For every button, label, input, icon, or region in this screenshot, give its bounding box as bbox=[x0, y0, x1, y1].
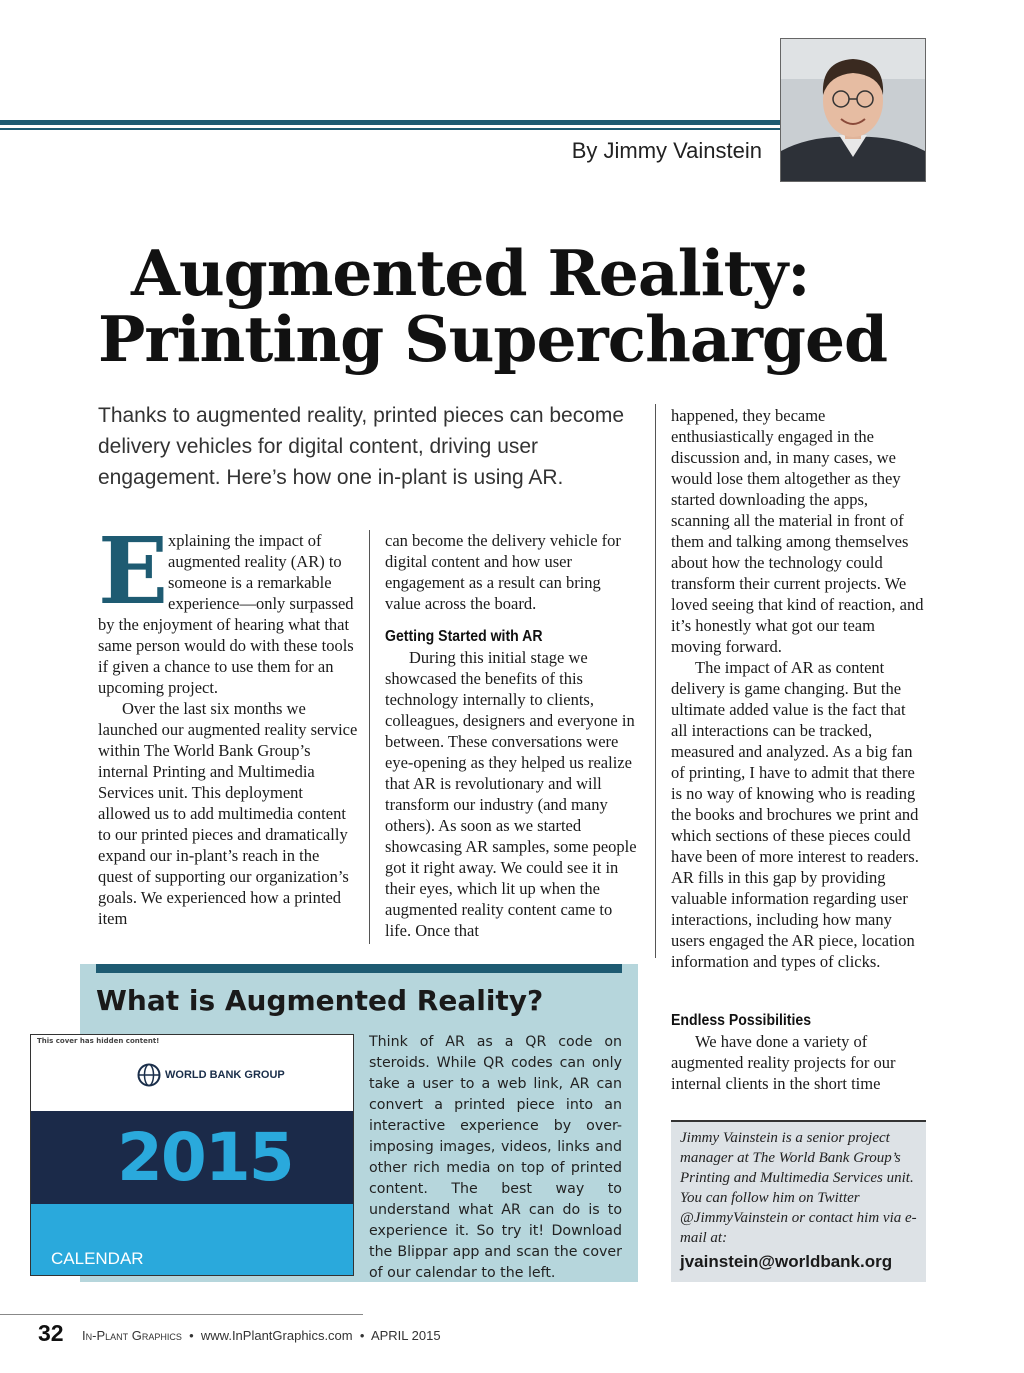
article-column-1 bbox=[98, 517, 358, 929]
calendar-notice: This cover has hidden content! bbox=[37, 1037, 160, 1045]
paragraph: happened, they became enthusiastically engaged in the discussion and, in many cases, we would lose them altogether as they started downloading the apps, scanning all the material in front of them and talking among themselves about how the technology could transform their current projects. We loved seeing that kind of reaction, and it’s honestly what got our team moving forward. bbox=[671, 406, 924, 656]
section-heading: Endless Possibilities bbox=[671, 1012, 812, 1029]
paragraph: can become the delivery vehicle for digital content and how user engagement as a result can bring value across the board. bbox=[385, 531, 621, 613]
footer-separator: • bbox=[359, 1328, 365, 1343]
author-email-link[interactable]: jvainstein@worldbank.org bbox=[680, 1252, 893, 1271]
footer-separator: • bbox=[189, 1328, 194, 1343]
author-portrait-image bbox=[781, 39, 925, 181]
title-line-2: Printing Supercharged bbox=[98, 302, 888, 376]
byline: By Jimmy Vainstein bbox=[571, 138, 762, 163]
paragraph-text: xplaining the impact of augmented reality (AR) to someone is a remarkable experience—only surpassed by the enjoyment of hearing what that same person would do with these tools if given a chance to use them for an upcoming project. bbox=[98, 531, 354, 697]
calendar-cover-image bbox=[30, 1034, 354, 1276]
paragraph bbox=[98, 517, 358, 698]
article-column-2 bbox=[385, 530, 640, 941]
page-number: 32 bbox=[38, 1320, 64, 1346]
paragraph: Over the last six months we launched our augmented reality service within The World Bank Group’s internal Printing and Multimedia Services unit. This deployment allowed us to add multimedia content to our printed pieces and dramatically expand our in-plant’s reach in the quest of supporting our organization’s goals. We experienced how a printed item bbox=[98, 699, 358, 928]
column-divider bbox=[369, 530, 370, 944]
author-photo bbox=[780, 38, 926, 182]
title-line-1: Augmented Reality: bbox=[131, 236, 810, 310]
section-heading: Getting Started with AR bbox=[385, 628, 543, 645]
paragraph: We have done a variety of augmented reality projects for our internal clients in the short time bbox=[671, 1032, 896, 1093]
globe-icon bbox=[137, 1063, 161, 1087]
magazine-url[interactable]: www.InPlantGraphics.com bbox=[200, 1328, 353, 1343]
article-column-3-lower bbox=[671, 1010, 926, 1094]
article-deck: Thanks to augmented reality, printed pieces can become delivery vehicles for digital content, driving user engagement. Here’s how one in-plant is using AR. bbox=[98, 404, 625, 489]
column-divider bbox=[655, 404, 656, 958]
paragraph: The impact of AR as content delivery is game changing. But the ultimate added value is the fact that all interactions can be tracked, measured and analyzed. As a big fan of printing, I have to admit that there is no way of knowing who is reading the books and brochures we print and which sections of these pieces could have been of more interest to readers. AR fills in this gap by providing valuable information regarding user interactions, including how many users engaged the AR piece, location information and types of clicks. bbox=[671, 658, 919, 971]
article-title bbox=[98, 236, 898, 376]
sidebar-title: What is Augmented Reality? bbox=[96, 984, 544, 1017]
article-column-3 bbox=[671, 405, 926, 972]
header-rule bbox=[0, 120, 783, 125]
author-bio-text: Jimmy Vainstein is a senior project manager at The World Bank Group’s Printing and Multimedia Services unit. You can follow him on Twitter @JimmyVainstein or contact him via e-mail at: bbox=[680, 1130, 917, 1246]
sidebar-top-bar bbox=[96, 964, 622, 973]
sidebar-text: Think of AR as a QR code on steroids. While QR codes can only take a user to a web link, AR can convert a printed piece into an interactive experience by over-imposing images, videos, links and other rich media on top of printed content. The best way to understand what AR can do is to experience it. So try it! Download the Blippar app and scan the cover of our calendar to the left. bbox=[369, 1034, 622, 1281]
footer-line bbox=[82, 1328, 441, 1343]
paragraph: During this initial stage we showcased the benefits of this technology internally to clients, colleagues, designers and everyone in between. These conversations were eye-opening as they helped us realize that AR is revolutionary and will transform our industry (and many others). As soon as we started showcasing AR samples, some people got it right away. We could see it in their eyes, which lit up when the augmented reality content came to life. Once that bbox=[385, 648, 637, 940]
footer-rule bbox=[0, 1314, 363, 1315]
calendar-label: CALENDAR bbox=[51, 1249, 144, 1268]
header-rule-thin bbox=[0, 128, 783, 130]
logo-text: WORLD BANK GROUP bbox=[165, 1069, 285, 1081]
magazine-name: In-Plant Graphics bbox=[82, 1328, 182, 1343]
issue-date: APRIL 2015 bbox=[370, 1328, 441, 1343]
drop-cap: E bbox=[98, 517, 169, 625]
world-bank-logo bbox=[137, 1063, 285, 1087]
calendar-year: 2015 bbox=[117, 1119, 293, 1196]
